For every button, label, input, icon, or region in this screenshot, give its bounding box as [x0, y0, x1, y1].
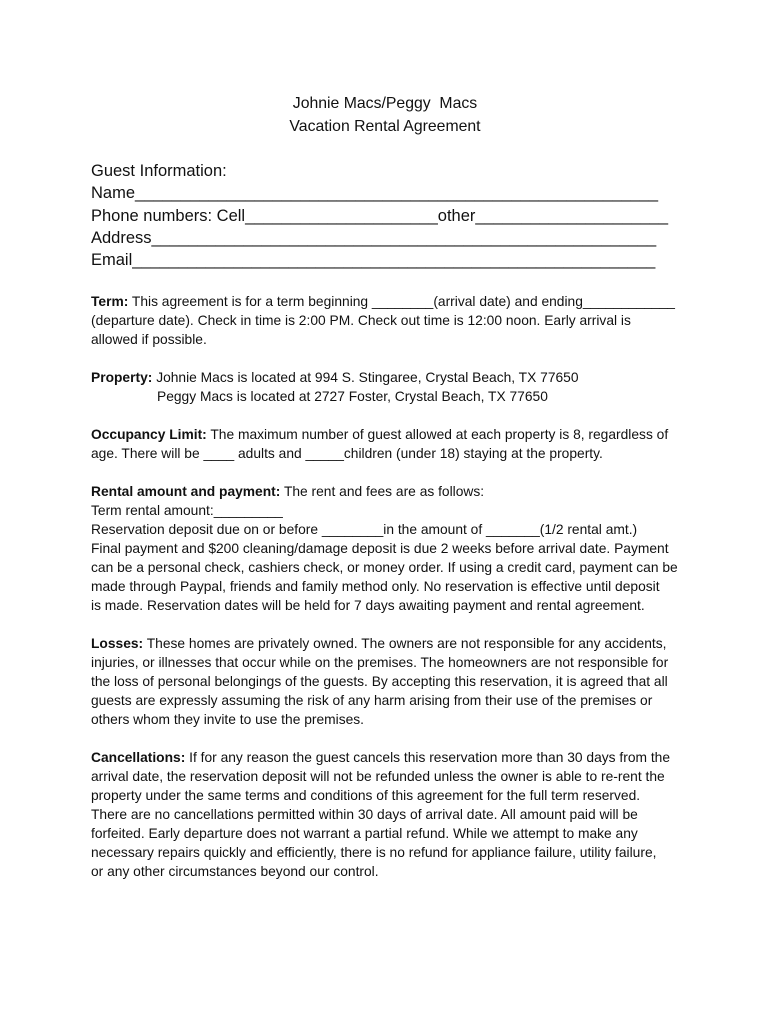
term-line: allowed if possible. — [91, 332, 207, 347]
property-section — [91, 368, 678, 406]
term-text: This agreement is for a term beginning ________(arrival date) and ending____________ — [131, 294, 675, 309]
occupancy-section — [91, 425, 678, 463]
rental-line: made through Paypal, friends and family method only. No reservation is effective until deposit — [91, 579, 660, 594]
rental-section — [91, 482, 678, 615]
rental-line: Final payment and $200 cleaning/damage deposit is due 2 weeks before arrival date. Payment — [91, 541, 669, 556]
document-title: Johnie Macs/Peggy Macs — [292, 95, 478, 112]
guest-address-field: Address_______________________________________________________ — [91, 228, 657, 247]
occupancy-label: Occupancy Limit: — [91, 427, 207, 442]
property-text: Johnie Macs is located at 994 S. Stingaree, Crystal Beach, TX 77650 — [156, 370, 579, 385]
guest-information-heading: Guest Information: — [91, 162, 227, 180]
cancellations-section — [91, 748, 678, 881]
losses-line: the loss of personal belongings of the guests. By accepting this reservation, it is agreed that all — [91, 674, 668, 689]
rental-line — [91, 482, 678, 501]
losses-text: These homes are privately owned. The owners are not responsible for any accidents, — [146, 636, 667, 651]
losses-line — [91, 634, 678, 653]
occupancy-text: The maximum number of guest allowed at each property is 8, regardless of — [210, 427, 669, 442]
term-line: (departure date). Check in time is 2:00 PM. Check out time is 12:00 noon. Early arrival is — [91, 313, 631, 328]
cancellations-line: forfeited. Early departure does not warrant a partial refund. While we attempt to make any — [91, 826, 638, 841]
guest-email-field: Email_________________________________________________________ — [91, 251, 656, 269]
guest-phone-field: Phone numbers: Cell_____________________other_____________________ — [91, 206, 669, 225]
losses-line: others whom they invite to use the premises. — [91, 712, 365, 727]
cancellations-line: or any other circumstances beyond our control. — [91, 864, 379, 879]
losses-section — [91, 634, 678, 729]
rental-line: is made. Reservation dates will be held for 7 days awaiting payment and rental agreement. — [91, 598, 645, 613]
agreement-body — [91, 292, 678, 900]
losses-line: injuries, or illnesses that occur while on the premises. The homeowners are not responsible for — [91, 655, 669, 670]
cancellations-line — [91, 748, 678, 767]
rental-label: Rental amount and payment: — [91, 484, 281, 499]
rental-line: Term rental amount:_________ — [91, 503, 283, 518]
document-header — [0, 92, 770, 138]
document-subtitle: Vacation Rental Agreement — [289, 118, 481, 135]
property-line: Peggy Macs is located at 2727 Foster, Crystal Beach, TX 77650 — [157, 389, 548, 404]
cancellations-line: necessary repairs quickly and efficiently, there is no refund for appliance failure, utility failure, — [91, 845, 657, 860]
occupancy-line — [91, 425, 678, 444]
rental-text: The rent and fees are as follows: — [283, 484, 485, 499]
losses-label: Losses: — [91, 636, 144, 651]
rental-line: Reservation deposit due on or before ________in the amount of _______(1/2 rental amt.) — [91, 522, 638, 537]
property-label: Property: — [91, 370, 153, 385]
losses-line: guests are expressly assuming the risk of any harm arising from their use of the premises or — [91, 693, 653, 708]
cancellations-line: arrival date, the reservation deposit will not be refunded unless the owner is able to re-rent the — [91, 769, 665, 784]
cancellations-line: There are no cancellations permitted within 30 days of arrival date. All amount paid will be — [91, 807, 638, 822]
occupancy-line: age. There will be ____ adults and _____children (under 18) staying at the property. — [91, 446, 603, 461]
term-line — [91, 292, 678, 311]
term-section — [91, 292, 678, 349]
guest-name-field: Name_________________________________________________________ — [91, 184, 659, 203]
guest-information-section — [91, 160, 668, 271]
term-label: Term: — [91, 294, 129, 309]
property-line — [91, 368, 678, 387]
rental-line: can be a personal check, cashiers check, or money order. If using a credit card, payment can be — [91, 560, 678, 575]
cancellations-text: If for any reason the guest cancels this reservation more than 30 days from the — [189, 750, 670, 765]
cancellations-line: property under the same terms and conditions of this agreement for the full term reserved. — [91, 788, 641, 803]
cancellations-label: Cancellations: — [91, 750, 186, 765]
